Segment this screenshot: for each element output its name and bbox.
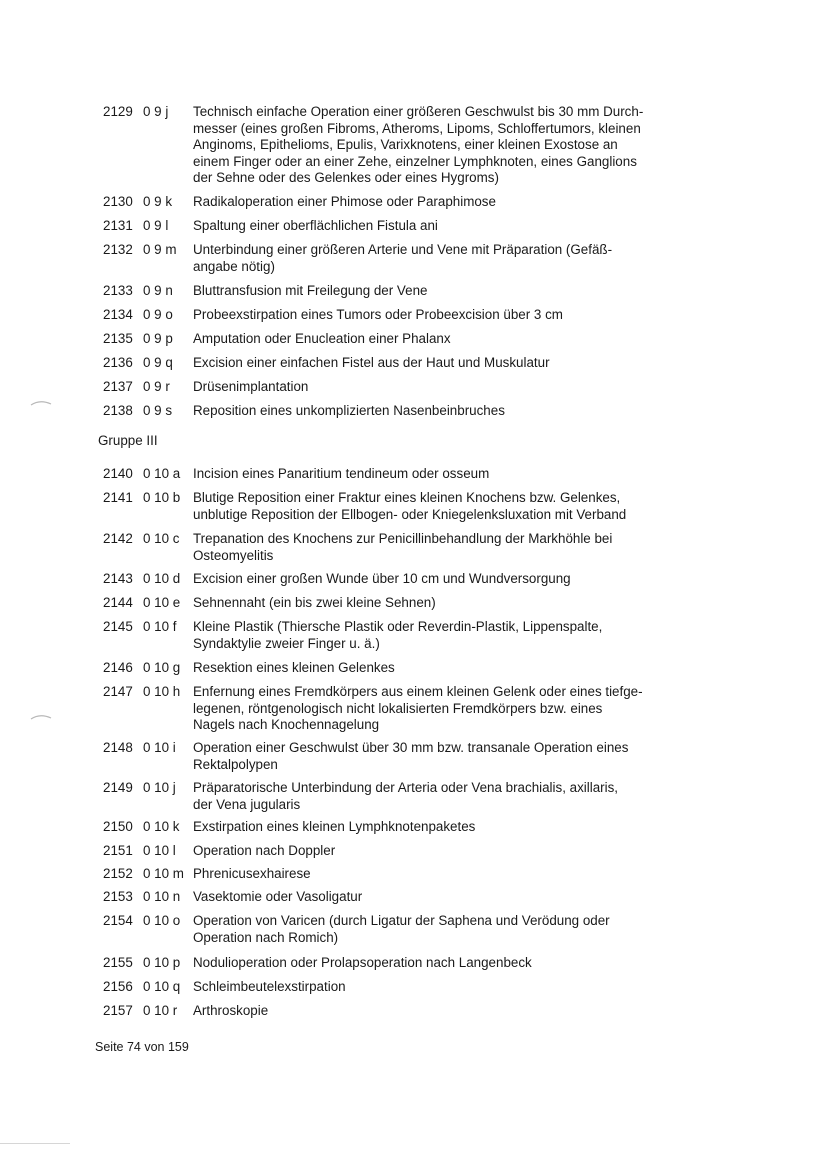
description-line: Blutige Reposition einer Fraktur eines kleinen Knochens bzw. Gelenkes, xyxy=(193,490,621,505)
entry-code: 0 9 l xyxy=(143,218,169,233)
entry-number: 2133 xyxy=(103,283,133,298)
description-line: Syndaktylie zweier Finger u. ä.) xyxy=(193,635,380,651)
entry-code: 0 10 n xyxy=(143,889,181,904)
description-line: Anginoms, Epithelioms, Epulis, Varixknotens, einer kleinen Exostose an xyxy=(193,137,618,152)
entry-number: 2154 xyxy=(103,913,133,928)
entry-description xyxy=(193,819,693,836)
entry-number: 2157 xyxy=(103,1003,133,1018)
entry-number: 2136 xyxy=(103,355,133,370)
scan-artifact-mark xyxy=(30,399,52,407)
entry-code: 0 9 k xyxy=(143,194,173,209)
entry-number: 2132 xyxy=(103,242,133,257)
entry-code: 0 10 o xyxy=(143,913,181,928)
description-line: der Sehne oder des Gelenkes oder eines Hygroms) xyxy=(193,170,499,185)
description-line: Radikaloperation einer Phimose oder Paraphimose xyxy=(193,194,496,209)
entry-code: 0 10 d xyxy=(143,571,181,586)
entry-description xyxy=(193,283,693,300)
description-line: unblutige Reposition der Ellbogen- oder Kniegelenksluxation mit Verband xyxy=(193,506,627,522)
entry-code: 0 10 i xyxy=(143,740,176,755)
description-line: Bluttransfusion mit Freilegung der Vene xyxy=(193,283,428,298)
entry-description xyxy=(193,490,693,523)
description-line: Rektalpolypen xyxy=(193,756,278,772)
entry-code: 0 10 e xyxy=(143,595,181,610)
description-line: Reposition eines unkomplizierten Nasenbeinbruches xyxy=(193,403,505,418)
entry-code: 0 10 f xyxy=(143,619,177,634)
entry-description xyxy=(193,595,693,612)
description-line: Arthroskopie xyxy=(193,1003,269,1018)
entry-description xyxy=(193,843,693,860)
description-line: Schleimbeutelexstirpation xyxy=(193,979,346,994)
entry-number: 2155 xyxy=(103,955,133,970)
entry-number: 2144 xyxy=(103,595,133,610)
entry-code: 0 10 q xyxy=(143,979,181,994)
entry-number: 2141 xyxy=(103,490,133,505)
group-heading: Gruppe III xyxy=(98,433,158,448)
description-line: Phrenicusexhairese xyxy=(193,866,311,881)
description-line: Amputation oder Enucleation einer Phalanx xyxy=(193,331,451,346)
description-line: Unterbindung einer größeren Arterie und Vene mit Präparation (Gefäß- xyxy=(193,242,613,257)
entry-description xyxy=(193,1003,693,1020)
entry-description xyxy=(193,979,693,996)
entry-number: 2134 xyxy=(103,307,133,322)
description-line: Vasektomie oder Vasoligatur xyxy=(193,889,363,904)
entry-description xyxy=(193,194,693,211)
entry-number: 2130 xyxy=(103,194,133,209)
entry-description xyxy=(193,571,693,588)
description-line: Nagels nach Knochennagelung xyxy=(193,717,380,732)
description-line: Präparatorische Unterbindung der Arteria oder Vena brachialis, axillaris, xyxy=(193,780,619,795)
entry-code: 0 9 m xyxy=(143,242,177,257)
scan-edge-line xyxy=(0,1143,70,1144)
entry-description xyxy=(193,866,693,883)
entry-description xyxy=(193,780,693,813)
entry-number: 2146 xyxy=(103,660,133,675)
description-line: Operation von Varicen (durch Ligatur der Saphena und Verödung oder xyxy=(193,913,610,928)
entry-number: 2156 xyxy=(103,979,133,994)
entry-code: 0 10 k xyxy=(143,819,180,834)
description-line: Excision einer großen Wunde über 10 cm und Wundversorgung xyxy=(193,571,571,586)
entry-description xyxy=(193,531,693,564)
description-line: Operation einer Geschwulst über 30 mm bzw. transanale Operation eines xyxy=(193,740,629,755)
entry-code: 0 10 r xyxy=(143,1003,178,1018)
entry-number: 2145 xyxy=(103,619,133,634)
entry-code: 0 9 r xyxy=(143,379,170,394)
description-line: Exstirpation eines kleinen Lymphknotenpaketes xyxy=(193,819,476,834)
entry-code: 0 10 m xyxy=(143,866,184,881)
entry-number: 2150 xyxy=(103,819,133,834)
entry-description xyxy=(193,242,693,275)
entry-description xyxy=(193,660,693,677)
entry-number: 2135 xyxy=(103,331,133,346)
entry-number: 2152 xyxy=(103,866,133,881)
description-line: Operation nach Doppler xyxy=(193,843,336,858)
description-line: einem Finger oder an einer Zehe, einzelner Lymphknoten, eines Ganglions xyxy=(193,153,637,169)
entry-number: 2129 xyxy=(103,104,133,119)
entry-code: 0 10 a xyxy=(143,466,181,481)
entry-number: 2138 xyxy=(103,403,133,418)
description-line: Spaltung einer oberflächlichen Fistula ani xyxy=(193,218,438,233)
entry-description xyxy=(193,619,693,652)
description-line: Drüsenimplantation xyxy=(193,379,309,394)
description-line: Kleine Plastik (Thiersche Plastik oder Reverdin-Plastik, Lippenspalte, xyxy=(193,619,603,634)
entry-code: 0 9 q xyxy=(143,355,173,370)
entry-description xyxy=(193,307,693,324)
entry-code: 0 9 p xyxy=(143,331,173,346)
entry-description xyxy=(193,403,693,420)
entry-number: 2142 xyxy=(103,531,133,546)
entry-code: 0 10 j xyxy=(143,780,176,795)
entry-description xyxy=(193,955,693,972)
entry-description xyxy=(193,466,693,483)
entry-code: 0 9 o xyxy=(143,307,173,322)
entry-code: 0 9 j xyxy=(143,104,169,119)
description-line: Excision einer einfachen Fistel aus der Haut und Muskulatur xyxy=(193,355,550,370)
entry-description xyxy=(193,913,693,946)
description-line: Technisch einfache Operation einer größeren Geschwulst bis 30 mm Durch- xyxy=(193,104,644,119)
description-line: der Vena jugularis xyxy=(193,796,301,812)
entry-number: 2147 xyxy=(103,684,133,699)
entry-code: 0 10 p xyxy=(143,955,181,970)
entry-description xyxy=(193,331,693,348)
entry-number: 2151 xyxy=(103,843,133,858)
description-line: Incision eines Panaritium tendineum oder osseum xyxy=(193,466,490,481)
entry-code: 0 10 b xyxy=(143,490,181,505)
entry-code: 0 9 s xyxy=(143,403,173,418)
description-line: legenen, röntgenologisch nicht lokalisierten Fremdkörpers bzw. eines xyxy=(193,700,603,716)
entry-description xyxy=(193,889,693,906)
entry-number: 2148 xyxy=(103,740,133,755)
entry-code: 0 9 n xyxy=(143,283,173,298)
description-line: Sehnennaht (ein bis zwei kleine Sehnen) xyxy=(193,595,436,610)
description-line: Osteomyelitis xyxy=(193,547,274,563)
page-footer: Seite 74 von 159 xyxy=(95,1040,189,1054)
entry-number: 2140 xyxy=(103,466,133,481)
entry-code: 0 10 c xyxy=(143,531,180,546)
entry-description xyxy=(193,218,693,235)
entry-number: 2143 xyxy=(103,571,133,586)
entry-code: 0 10 h xyxy=(143,684,181,699)
entry-number: 2137 xyxy=(103,379,133,394)
entry-description xyxy=(193,355,693,372)
scan-artifact-mark xyxy=(30,713,52,721)
description-line: Probeexstirpation eines Tumors oder Probeexcision über 3 cm xyxy=(193,307,563,322)
entry-description xyxy=(193,740,693,773)
entry-description xyxy=(193,104,693,187)
description-line: angabe nötig) xyxy=(193,258,275,274)
description-line: Trepanation des Knochens zur Penicillinbehandlung der Markhöhle bei xyxy=(193,531,613,546)
entry-number: 2153 xyxy=(103,889,133,904)
entry-code: 0 10 g xyxy=(143,660,181,675)
description-line: messer (eines großen Fibroms, Atheroms, Lipoms, Schloffertumors, kleinen xyxy=(193,120,641,136)
entry-code: 0 10 l xyxy=(143,843,176,858)
description-line: Resektion eines kleinen Gelenkes xyxy=(193,660,395,675)
entry-description xyxy=(193,379,693,396)
entry-description xyxy=(193,684,693,734)
description-line: Operation nach Romich) xyxy=(193,929,339,945)
entry-number: 2131 xyxy=(103,218,133,233)
entry-number: 2149 xyxy=(103,780,133,795)
description-line: Nodulioperation oder Prolapsoperation nach Langenbeck xyxy=(193,955,532,970)
description-line: Enfernung eines Fremdkörpers aus einem kleinen Gelenk oder eines tiefge- xyxy=(193,684,643,699)
